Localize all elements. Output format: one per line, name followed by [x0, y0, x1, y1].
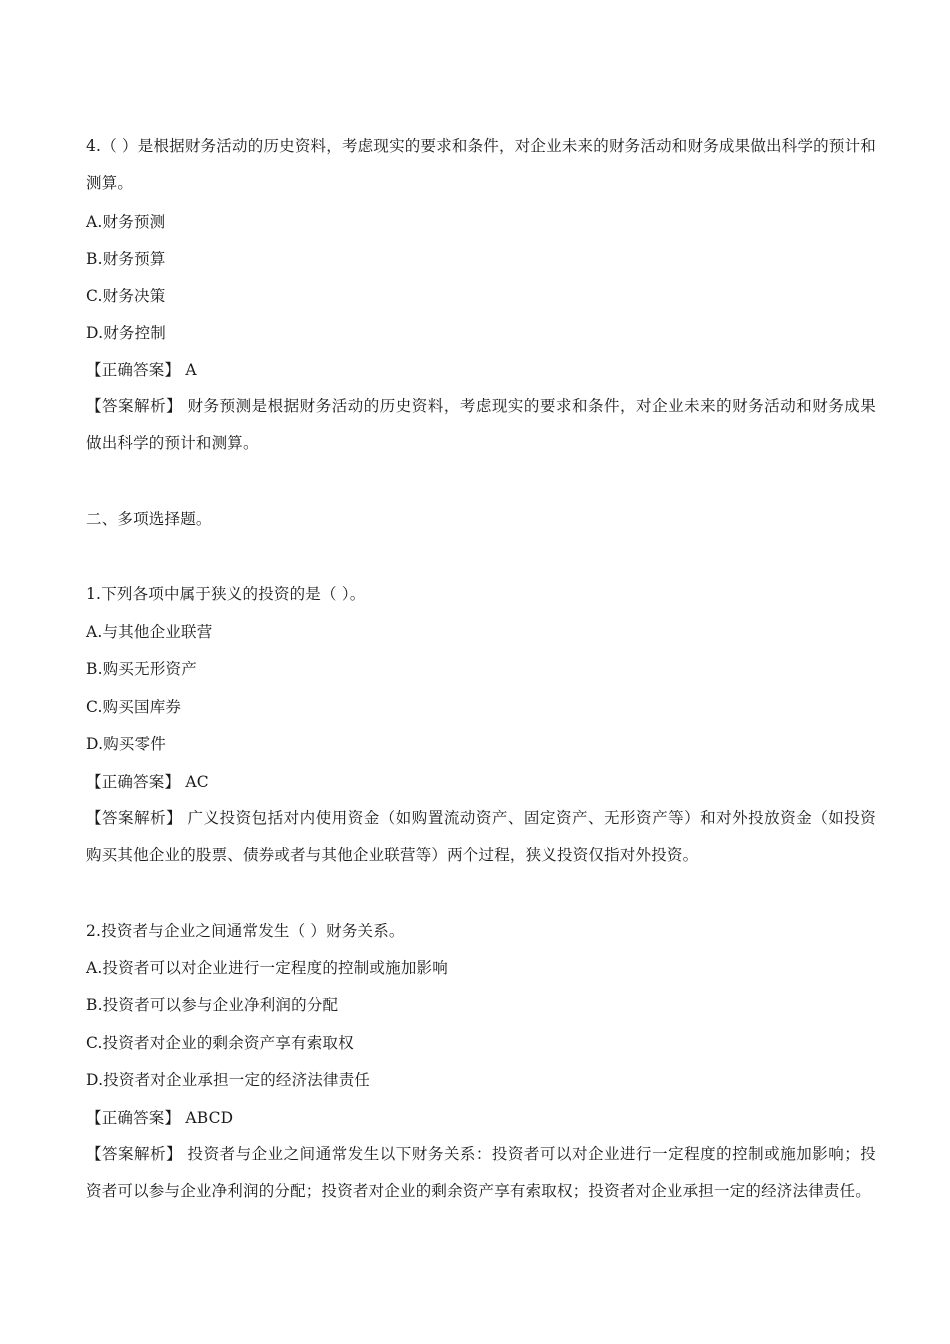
- multi-question-2-option-c: C.投资者对企业的剩余资产享有索取权: [86, 1034, 354, 1052]
- question-4-option-d: D.财务控制: [86, 324, 167, 342]
- question-4-option-b: B.财务预算: [86, 250, 166, 268]
- question-4-option-c: C.财务决策: [86, 287, 166, 305]
- multi-question-1-option-b: B.购买无形资产: [86, 660, 197, 678]
- multi-question-2-analysis: 【答案解析】 投资者与企业之间通常发生以下财务关系：投资者可以对企业进行一定程度的控制或施加影响；投资者可以参与企业净利润的分配；投资者对企业的剩余资产享有索取权；投资者对企业承担一定的经济法律责任。: [86, 1145, 876, 1200]
- multi-question-1-option-a: A.与其他企业联营: [86, 623, 213, 641]
- question-4-option-a: A.财务预测: [86, 213, 166, 231]
- multi-question-1-option-c: C.购买国库券: [86, 698, 182, 716]
- multi-question-2-option-d: D.投资者对企业承担一定的经济法律责任: [86, 1071, 371, 1089]
- multi-question-2-option-a: A.投资者可以对企业进行一定程度的控制或施加影响: [86, 959, 448, 977]
- multi-question-1-answer: 【正确答案】 AC: [86, 773, 209, 791]
- multi-question-2-option-b: B.投资者可以参与企业净利润的分配: [86, 996, 339, 1014]
- multi-question-2-stem: 2.投资者与企业之间通常发生（ ）财务关系。: [86, 922, 405, 940]
- multi-question-2-answer: 【正确答案】 ABCD: [86, 1109, 234, 1127]
- multi-question-1-analysis: 【答案解析】 广义投资包括对内使用资金（如购置流动资产、固定资产、无形资产等）和对外投放资金（如投资购买其他企业的股票、债券或者与其他企业联营等）两个过程，狭义投资仅指对外投资。: [86, 809, 876, 864]
- section-heading: 二、多项选择题。: [86, 510, 212, 528]
- question-4-stem: 4.（ ）是根据财务活动的历史资料，考虑现实的要求和条件，对企业未来的财务活动和财务成果做出科学的预计和测算。: [86, 137, 876, 192]
- question-4-analysis: 【答案解析】 财务预测是根据财务活动的历史资料，考虑现实的要求和条件，对企业未来的财务活动和财务成果做出科学的预计和测算。: [86, 397, 876, 452]
- multi-question-1-stem: 1.下列各项中属于狭义的投资的是（ ）。: [86, 585, 366, 603]
- question-4-answer: 【正确答案】 A: [86, 361, 197, 379]
- multi-question-1-option-d: D.购买零件: [86, 735, 167, 753]
